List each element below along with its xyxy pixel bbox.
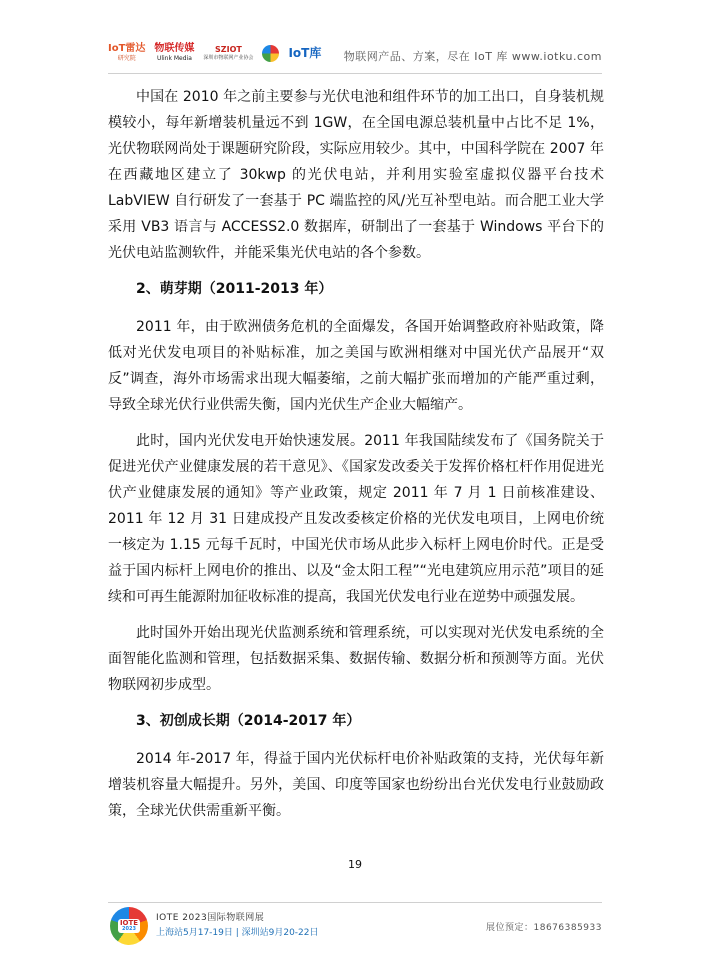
header-divider <box>108 73 602 74</box>
sziot-logo-text: SZIOT <box>215 44 242 54</box>
page-header <box>0 0 710 82</box>
sziot-logo-subtext: 深圳市物联网产业协会 <box>203 54 254 61</box>
iote-logo-text: IOTE <box>119 919 139 927</box>
iot-radar-logo-subtext: 研究院 <box>117 55 136 62</box>
sziot-logo <box>203 46 253 61</box>
section-heading-sprouting: 2、萌芽期（2011-2013 年） <box>136 281 333 297</box>
footer-booth-contact: 展位预定：18676385933 <box>486 923 602 933</box>
footer-expo-dates: 上海站5月17-19日 | 深圳站9月20-22日 <box>156 928 319 938</box>
page-number: 19 <box>348 858 362 871</box>
footer-expo-title: IOTE 2023国际物联网展 <box>156 913 265 923</box>
main-content <box>108 84 604 834</box>
circle-logo <box>262 45 279 62</box>
paragraph-intro: 中国在 2010 年之前主要参与光伏电池和组件环节的加工出口，自身装机规模较小，每年新增装机量远不到 1GW，在全国电源总装机量中占比不足 1%，光伏物联网尚处于课题研究阶段，实际应用较少。其中，中国科学院在 2007 年在西藏地区建立了 30kwp 的光伏电站，并利用实验室虚拟仪器平台技术 LabVIEW 自行研发了一套基于 PC 端监控的风/光互补型电站。而合肥工业大学采用 VB3 语言与 ACCESS2.0 数据库，研制出了一套基于 Windows 平台下的光伏电站监测软件，并能采集光伏电站的各个参数。 <box>108 89 604 261</box>
ulink-media-logo-text: 物联传媒 <box>154 43 195 54</box>
paragraph-growth-period: 2014 年-2017 年，得益于国内光伏标杆电价补贴政策的支持，光伏每年新增装机容量大幅提升。另外，美国、印度等国家也纷纷出台光伏发电行业鼓励政策，全球光伏供需重新平衡。 <box>108 751 604 819</box>
ulink-media-logo <box>154 44 194 62</box>
header-tagline: 物联网产品、方案，尽在 IoT 库 www.iotku.com <box>343 50 602 63</box>
paragraph-monitoring-systems: 此时国外开始出现光伏监测系统和管理系统，可以实现对光伏发电系统的全面智能化监测和管理，包括数据采集、数据传输、数据分析和预测等方面。光伏物联网初步成型。 <box>108 625 604 693</box>
iotku-logo-text: IoT库 <box>288 46 322 60</box>
iote-logo-badge <box>118 919 140 933</box>
iotku-logo <box>288 47 321 59</box>
footer-divider <box>108 902 602 903</box>
page-footer <box>108 905 602 945</box>
iote-logo <box>110 907 148 945</box>
paragraph-domestic-policy: 此时，国内光伏发电开始快速发展。2011 年我国陆续发布了《国务院关于促进光伏产业健康发展的若干意见》、《国家发改委关于发挥价格杠杆作用促进光伏产业健康发展的通知》等产业政策，规定 2011 年 7 月 1 日前核准建设、2011 年 12 月 31 日建成投产且发改委核定价格的光伏发电项目，上网电价统一核定为 1.15 元每千瓦时，中国光伏市场从此步入标杆上网电价时代。正是受益于国内标杆上网电价的推出、以及“金太阳工程”“光电建筑应用示范”项目的延续和可再生能源附加征收标准的提高，我国光伏发电行业在逆势中顽强发展。 <box>108 433 604 605</box>
section-heading-growth: 3、初创成长期（2014-2017 年） <box>136 713 361 729</box>
paragraph-debt-crisis: 2011 年，由于欧洲债务危机的全面爆发，各国开始调整政府补贴政策，降低对光伏发电项目的补贴标准，加之美国与欧洲相继对中国光伏产品展开“双反”调查，海外市场需求出现大幅萎缩，之前大幅扩张而增加的产能严重过剩，导致全球光伏行业供需失衡，国内光伏生产企业大幅缩产。 <box>108 319 604 413</box>
iot-radar-logo-text: IoT雷达 <box>108 43 146 54</box>
ulink-media-logo-subtext: Ulink Media <box>156 55 192 62</box>
iote-logo-year: 2023 <box>122 926 136 932</box>
partner-logos <box>108 38 321 68</box>
iot-radar-logo <box>108 44 145 62</box>
